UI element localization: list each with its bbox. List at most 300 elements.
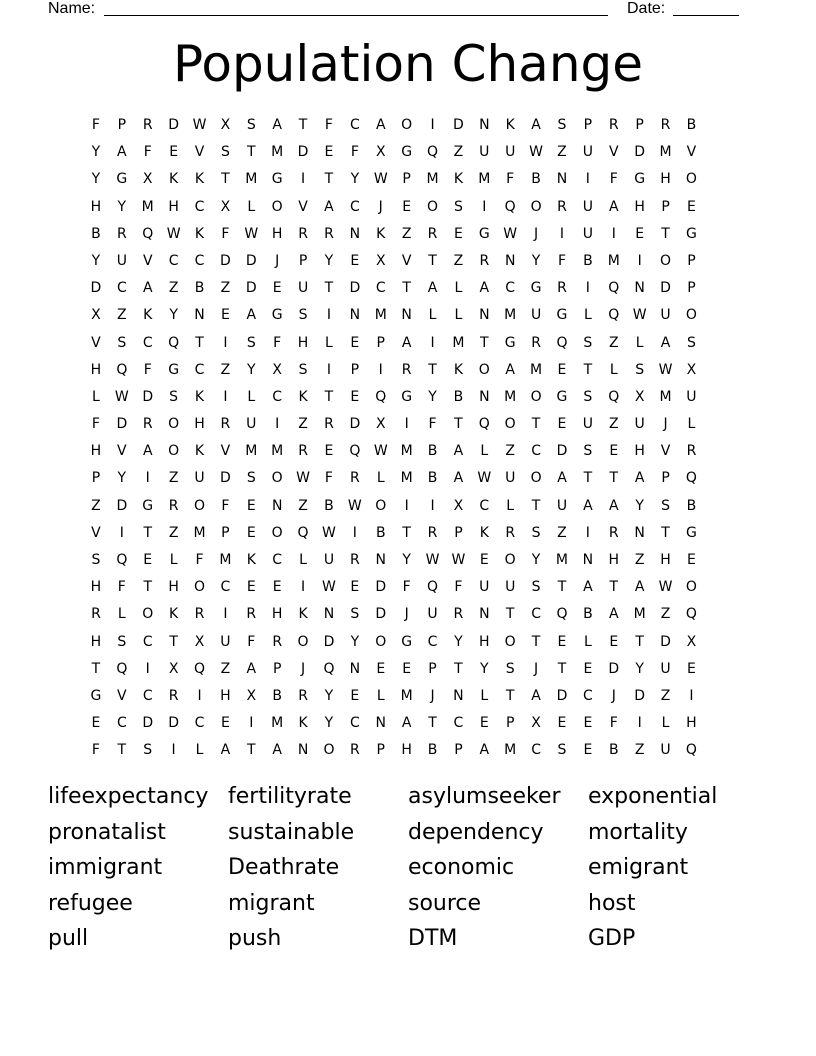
grid-letter: D: [608, 660, 620, 677]
grid-letter: W: [373, 171, 388, 188]
grid-letter: I: [119, 524, 124, 541]
word-list-item: mortality: [588, 819, 688, 845]
grid-row: [83, 547, 704, 574]
grid-letter: I: [197, 687, 202, 704]
grid-letter: T: [480, 334, 489, 351]
grid-letter: P: [454, 742, 463, 759]
grid-letter: C: [272, 388, 283, 405]
grid-row: [83, 248, 704, 275]
grid-letter: N: [634, 280, 645, 297]
grid-letter: Y: [169, 307, 178, 324]
grid-letter: S: [246, 470, 256, 487]
word-list-item: fertilityrate: [228, 784, 352, 809]
grid-letter: E: [453, 225, 463, 242]
grid-letter: E: [220, 307, 230, 324]
grid-letter: M: [555, 552, 569, 568]
grid-letter: S: [220, 144, 230, 161]
grid-letter: Z: [608, 334, 619, 351]
grid-letter: X: [168, 660, 179, 677]
grid-letter: Q: [608, 388, 620, 405]
grid-letter: U: [505, 470, 516, 487]
grid-letter: R: [557, 198, 567, 215]
grid-letter: M: [478, 171, 491, 188]
grid-letter: B: [453, 388, 464, 405]
grid-letter: B: [91, 225, 101, 242]
grid-letter: S: [531, 579, 541, 596]
word-list-item: dependency: [408, 819, 544, 845]
grid-letter: A: [453, 470, 464, 487]
grid-letter: G: [686, 225, 697, 242]
grid-letter: H: [90, 443, 102, 460]
grid-letter: N: [582, 552, 594, 568]
grid-letter: K: [194, 388, 205, 405]
grid-row: [83, 737, 704, 764]
grid-letter: X: [375, 144, 386, 161]
grid-letter: D: [142, 715, 154, 732]
grid-letter: X: [634, 388, 645, 405]
grid-letter: K: [143, 307, 153, 324]
grid-letter: K: [194, 443, 205, 460]
word-list-item: sustainable: [228, 819, 355, 845]
grid-letter: Q: [685, 742, 697, 759]
word-list-item: asylumseeker: [408, 784, 561, 809]
grid-letter: O: [168, 443, 180, 460]
grid-letter: T: [583, 470, 593, 487]
grid-letter: O: [504, 552, 516, 568]
grid-letter: S: [246, 117, 256, 133]
grid-letter: Q: [608, 280, 620, 297]
grid-letter: S: [661, 497, 670, 514]
grid-letter: Y: [350, 633, 360, 650]
grid-letter: E: [246, 579, 256, 596]
grid-row: [83, 520, 704, 547]
grid-letter: P: [91, 470, 101, 487]
grid-letter: K: [298, 388, 308, 405]
grid-letter: S: [298, 361, 308, 378]
grid-letter: E: [402, 660, 412, 677]
grid-letter: I: [430, 334, 435, 351]
grid-letter: Y: [454, 633, 463, 650]
grid-letter: Z: [453, 252, 464, 269]
grid-row: [83, 166, 704, 193]
grid-letter: X: [91, 307, 101, 324]
grid-letter: U: [479, 144, 490, 161]
grid-letter: B: [427, 742, 438, 759]
grid-letter: A: [660, 334, 671, 351]
grid-letter: I: [637, 252, 642, 269]
grid-letter: E: [635, 225, 645, 242]
grid-letter: T: [609, 579, 619, 596]
grid-letter: K: [246, 552, 256, 568]
grid-letter: O: [685, 579, 697, 596]
grid-letter: U: [660, 660, 671, 677]
grid-letter: P: [221, 524, 230, 541]
grid-letter: C: [142, 334, 153, 351]
grid-letter: L: [480, 443, 489, 460]
grid-letter: A: [608, 497, 619, 514]
grid-letter: N: [349, 660, 361, 677]
grid-letter: V: [117, 687, 127, 704]
grid-letter: R: [142, 416, 153, 433]
grid-letter: K: [169, 606, 179, 623]
grid-letter: X: [272, 361, 282, 378]
grid-letter: I: [145, 660, 150, 677]
grid-letter: B: [427, 443, 438, 460]
page-title: Population Change: [172, 35, 644, 93]
grid-letter: J: [663, 416, 668, 433]
word-list-item: push: [228, 926, 282, 951]
grid-row: [83, 656, 704, 683]
grid-letter: P: [583, 117, 593, 133]
grid-letter: G: [90, 687, 102, 704]
grid-letter: Z: [634, 552, 645, 568]
grid-letter: H: [168, 579, 179, 596]
grid-letter: M: [271, 443, 284, 460]
grid-letter: R: [349, 742, 360, 759]
grid-letter: A: [583, 497, 593, 514]
grid-letter: P: [376, 334, 385, 351]
grid-letter: O: [168, 416, 180, 433]
grid-letter: X: [531, 715, 541, 732]
grid-letter: J: [534, 660, 539, 677]
grid-letter: Q: [116, 552, 128, 568]
grid-letter: R: [531, 334, 541, 351]
grid-letter: P: [117, 117, 127, 133]
grid-letter: T: [247, 144, 256, 161]
grid-letter: E: [557, 416, 567, 433]
grid-row: [83, 221, 704, 248]
grid-letter: Q: [478, 416, 490, 433]
grid-letter: O: [427, 198, 439, 215]
grid-letter: U: [220, 633, 231, 650]
grid-letter: I: [430, 497, 435, 514]
grid-letter: V: [401, 252, 412, 269]
grid-letter: F: [324, 470, 333, 487]
grid-letter: H: [271, 606, 283, 623]
grid-letter: U: [116, 252, 127, 269]
grid-letter: E: [91, 715, 101, 732]
word-list-item: lifeexpectancy: [48, 784, 209, 809]
grid-letter: Y: [428, 388, 437, 405]
grid-letter: M: [504, 742, 517, 759]
grid-letter: W: [477, 470, 492, 487]
grid-letter: N: [323, 606, 335, 623]
grid-letter: C: [531, 606, 541, 623]
grid-letter: T: [221, 171, 230, 188]
grid-letter: E: [583, 742, 593, 759]
grid-letter: D: [245, 252, 257, 269]
grid-letter: Q: [556, 606, 568, 623]
grid-letter: L: [454, 280, 463, 297]
grid-letter: E: [324, 443, 334, 460]
grid-letter: M: [245, 443, 258, 460]
grid-letter: F: [428, 416, 437, 433]
grid-letter: M: [504, 307, 517, 324]
grid-letter: S: [686, 334, 696, 351]
grid-letter: C: [142, 633, 153, 650]
grid-letter: O: [297, 633, 309, 650]
grid-letter: M: [633, 606, 646, 623]
grid-letter: T: [557, 660, 567, 677]
grid-letter: H: [297, 334, 309, 351]
grid-letter: G: [401, 388, 413, 405]
grid-letter: N: [349, 307, 361, 324]
grid-letter: M: [530, 361, 543, 378]
grid-letter: Z: [220, 280, 231, 297]
grid-letter: Q: [168, 334, 180, 351]
grid-letter: W: [114, 388, 129, 405]
grid-letter: N: [479, 606, 490, 623]
grid-letter: F: [402, 579, 411, 596]
grid-letter: C: [142, 687, 153, 704]
grid-row: [83, 683, 704, 710]
grid-letter: P: [505, 715, 515, 732]
grid-letter: T: [298, 117, 308, 133]
grid-letter: T: [454, 660, 463, 677]
grid-letter: A: [427, 280, 438, 297]
grid-letter: L: [506, 497, 515, 514]
grid-letter: W: [347, 497, 362, 514]
grid-letter: Y: [91, 171, 101, 188]
grid-letter: R: [479, 252, 490, 269]
grid-letter: X: [453, 497, 464, 514]
word-list-item: economic: [408, 855, 515, 880]
grid-letter: A: [583, 579, 593, 596]
grid-letter: D: [349, 416, 361, 433]
grid-letter: M: [607, 252, 620, 269]
grid-row: [83, 601, 704, 628]
grid-letter: Y: [350, 171, 360, 188]
grid-letter: F: [247, 633, 256, 650]
grid-letter: K: [194, 171, 205, 188]
grid-letter: I: [171, 742, 176, 759]
grid-letter: L: [661, 715, 670, 732]
grid-letter: V: [608, 144, 619, 161]
grid-letter: H: [401, 742, 412, 759]
grid-letter: C: [116, 715, 127, 732]
grid-letter: X: [142, 171, 153, 188]
grid-letter: X: [246, 687, 257, 704]
grid-letter: I: [585, 524, 590, 541]
grid-letter: P: [635, 117, 644, 133]
grid-letter: J: [378, 198, 383, 215]
grid-letter: U: [686, 388, 697, 405]
grid-letter: C: [453, 715, 464, 732]
grid-letter: R: [246, 606, 257, 623]
grid-letter: T: [169, 633, 178, 650]
grid-letter: Q: [116, 660, 128, 677]
grid-letter: Y: [117, 470, 127, 487]
grid-letter: L: [92, 388, 100, 405]
grid-letter: G: [271, 171, 283, 188]
grid-letter: K: [194, 225, 205, 242]
grid-letter: L: [687, 416, 696, 433]
grid-letter: P: [402, 171, 411, 188]
grid-letter: V: [194, 144, 205, 161]
grid-letter: S: [169, 388, 179, 405]
grid-letter: G: [168, 361, 180, 378]
grid-letter: K: [298, 606, 308, 623]
grid-letter: I: [637, 715, 642, 732]
grid-letter: R: [272, 633, 283, 650]
grid-letter: Z: [557, 524, 567, 541]
grid-letter: C: [272, 552, 283, 568]
grid-letter: U: [634, 416, 645, 433]
grid-letter: R: [505, 524, 516, 541]
grid-letter: L: [583, 307, 592, 324]
grid-letter: R: [427, 524, 438, 541]
grid-letter: A: [117, 144, 127, 161]
grid-letter: M: [219, 552, 232, 568]
grid-letter: I: [430, 117, 435, 133]
grid-letter: A: [479, 280, 490, 297]
grid-letter: Q: [297, 524, 309, 541]
grid-letter: S: [246, 334, 256, 351]
grid-letter: T: [583, 361, 593, 378]
grid-letter: L: [247, 388, 256, 405]
grid-letter: D: [142, 388, 154, 405]
grid-letter: O: [504, 416, 516, 433]
grid-letter: H: [90, 579, 102, 596]
grid-letter: I: [404, 416, 409, 433]
grid-letter: G: [504, 334, 516, 351]
grid-letter: H: [271, 225, 283, 242]
grid-letter: L: [117, 606, 126, 623]
word-list-item: refugee: [48, 890, 133, 916]
grid-letter: M: [452, 334, 465, 351]
grid-letter: D: [90, 280, 102, 297]
grid-letter: O: [323, 742, 335, 759]
grid-letter: Q: [608, 307, 620, 324]
grid-letter: R: [298, 225, 308, 242]
grid-letter: E: [246, 497, 256, 514]
grid-letter: Z: [220, 361, 231, 378]
grid-letter: M: [374, 307, 387, 324]
grid-letter: K: [169, 171, 179, 188]
grid-letter: W: [244, 225, 259, 242]
grid-letter: U: [582, 144, 593, 161]
grid-letter: S: [583, 388, 593, 405]
grid-row: [83, 194, 704, 221]
grid-letter: Z: [660, 687, 671, 704]
grid-letter: C: [349, 117, 360, 133]
word-list-item: emigrant: [588, 855, 689, 880]
grid-letter: E: [350, 388, 360, 405]
grid-letter: H: [660, 171, 671, 188]
grid-letter: X: [375, 252, 386, 269]
grid-letter: W: [503, 225, 518, 242]
grid-letter: I: [585, 280, 590, 297]
grid-letter: L: [376, 470, 385, 487]
grid-letter: A: [453, 443, 464, 460]
grid-letter: S: [143, 742, 153, 759]
name-label: Name:: [48, 0, 96, 17]
grid-letter: N: [271, 497, 283, 514]
grid-letter: S: [117, 334, 127, 351]
grid-letter: R: [142, 117, 153, 133]
grid-letter: X: [686, 361, 697, 378]
grid-letter: C: [168, 252, 179, 269]
grid-letter: G: [556, 388, 568, 405]
grid-letter: Y: [635, 497, 644, 514]
grid-letter: G: [271, 307, 283, 324]
grid-letter: H: [220, 687, 231, 704]
grid-row: [83, 384, 704, 411]
grid-letter: K: [376, 225, 386, 242]
grid-letter: R: [686, 443, 697, 460]
grid-letter: C: [375, 280, 386, 297]
grid-letter: X: [375, 416, 386, 433]
grid-letter: U: [505, 144, 516, 161]
grid-letter: O: [685, 171, 697, 188]
grid-letter: P: [661, 198, 670, 215]
grid-letter: E: [557, 633, 567, 650]
grid-letter: I: [275, 416, 280, 433]
grid-letter: L: [247, 198, 256, 215]
grid-letter: G: [634, 171, 646, 188]
grid-letter: Z: [168, 280, 179, 297]
grid-letter: D: [220, 252, 231, 269]
grid-letter: S: [91, 552, 101, 568]
word-list-item: immigrant: [48, 855, 163, 880]
grid-letter: U: [427, 606, 438, 623]
grid-letter: M: [271, 715, 284, 732]
grid-letter: R: [298, 443, 308, 460]
grid-letter: R: [324, 225, 334, 242]
grid-row: [83, 574, 704, 601]
grid-letter: R: [660, 117, 671, 133]
grid-letter: O: [375, 633, 387, 650]
grid-letter: W: [192, 117, 207, 133]
grid-letter: R: [298, 687, 308, 704]
grid-letter: L: [454, 307, 463, 324]
grid-letter: C: [349, 715, 360, 732]
grid-letter: T: [402, 280, 411, 297]
grid-letter: L: [609, 361, 618, 378]
grid-letter: V: [91, 334, 101, 351]
grid-letter: C: [116, 280, 127, 297]
grid-letter: S: [557, 117, 567, 133]
grid-letter: J: [534, 225, 539, 242]
grid-letter: Y: [324, 687, 334, 704]
grid-letter: D: [556, 687, 568, 704]
grid-letter: O: [478, 361, 490, 378]
grid-letter: Q: [193, 660, 206, 677]
grid-letter: T: [505, 606, 515, 623]
grid-letter: I: [404, 497, 409, 514]
grid-letter: N: [634, 524, 645, 541]
grid-letter: K: [479, 524, 489, 541]
grid-letter: J: [611, 687, 616, 704]
grid-letter: K: [453, 361, 463, 378]
grid-letter: Z: [660, 606, 671, 623]
grid-letter: M: [193, 524, 206, 541]
grid-letter: D: [375, 579, 387, 596]
grid-letter: H: [90, 198, 102, 215]
grid-letter: R: [194, 606, 205, 623]
grid-letter: T: [428, 252, 437, 269]
grid-letter: E: [350, 687, 360, 704]
grid-letter: H: [90, 361, 102, 378]
grid-letter: W: [425, 552, 440, 568]
grid-letter: W: [322, 524, 336, 541]
grid-letter: Y: [480, 660, 489, 677]
grid-letter: T: [117, 742, 127, 759]
grid-letter: E: [609, 633, 619, 650]
grid-letter: X: [686, 633, 697, 650]
grid-letter: E: [557, 715, 567, 732]
grid-letter: T: [402, 524, 411, 541]
